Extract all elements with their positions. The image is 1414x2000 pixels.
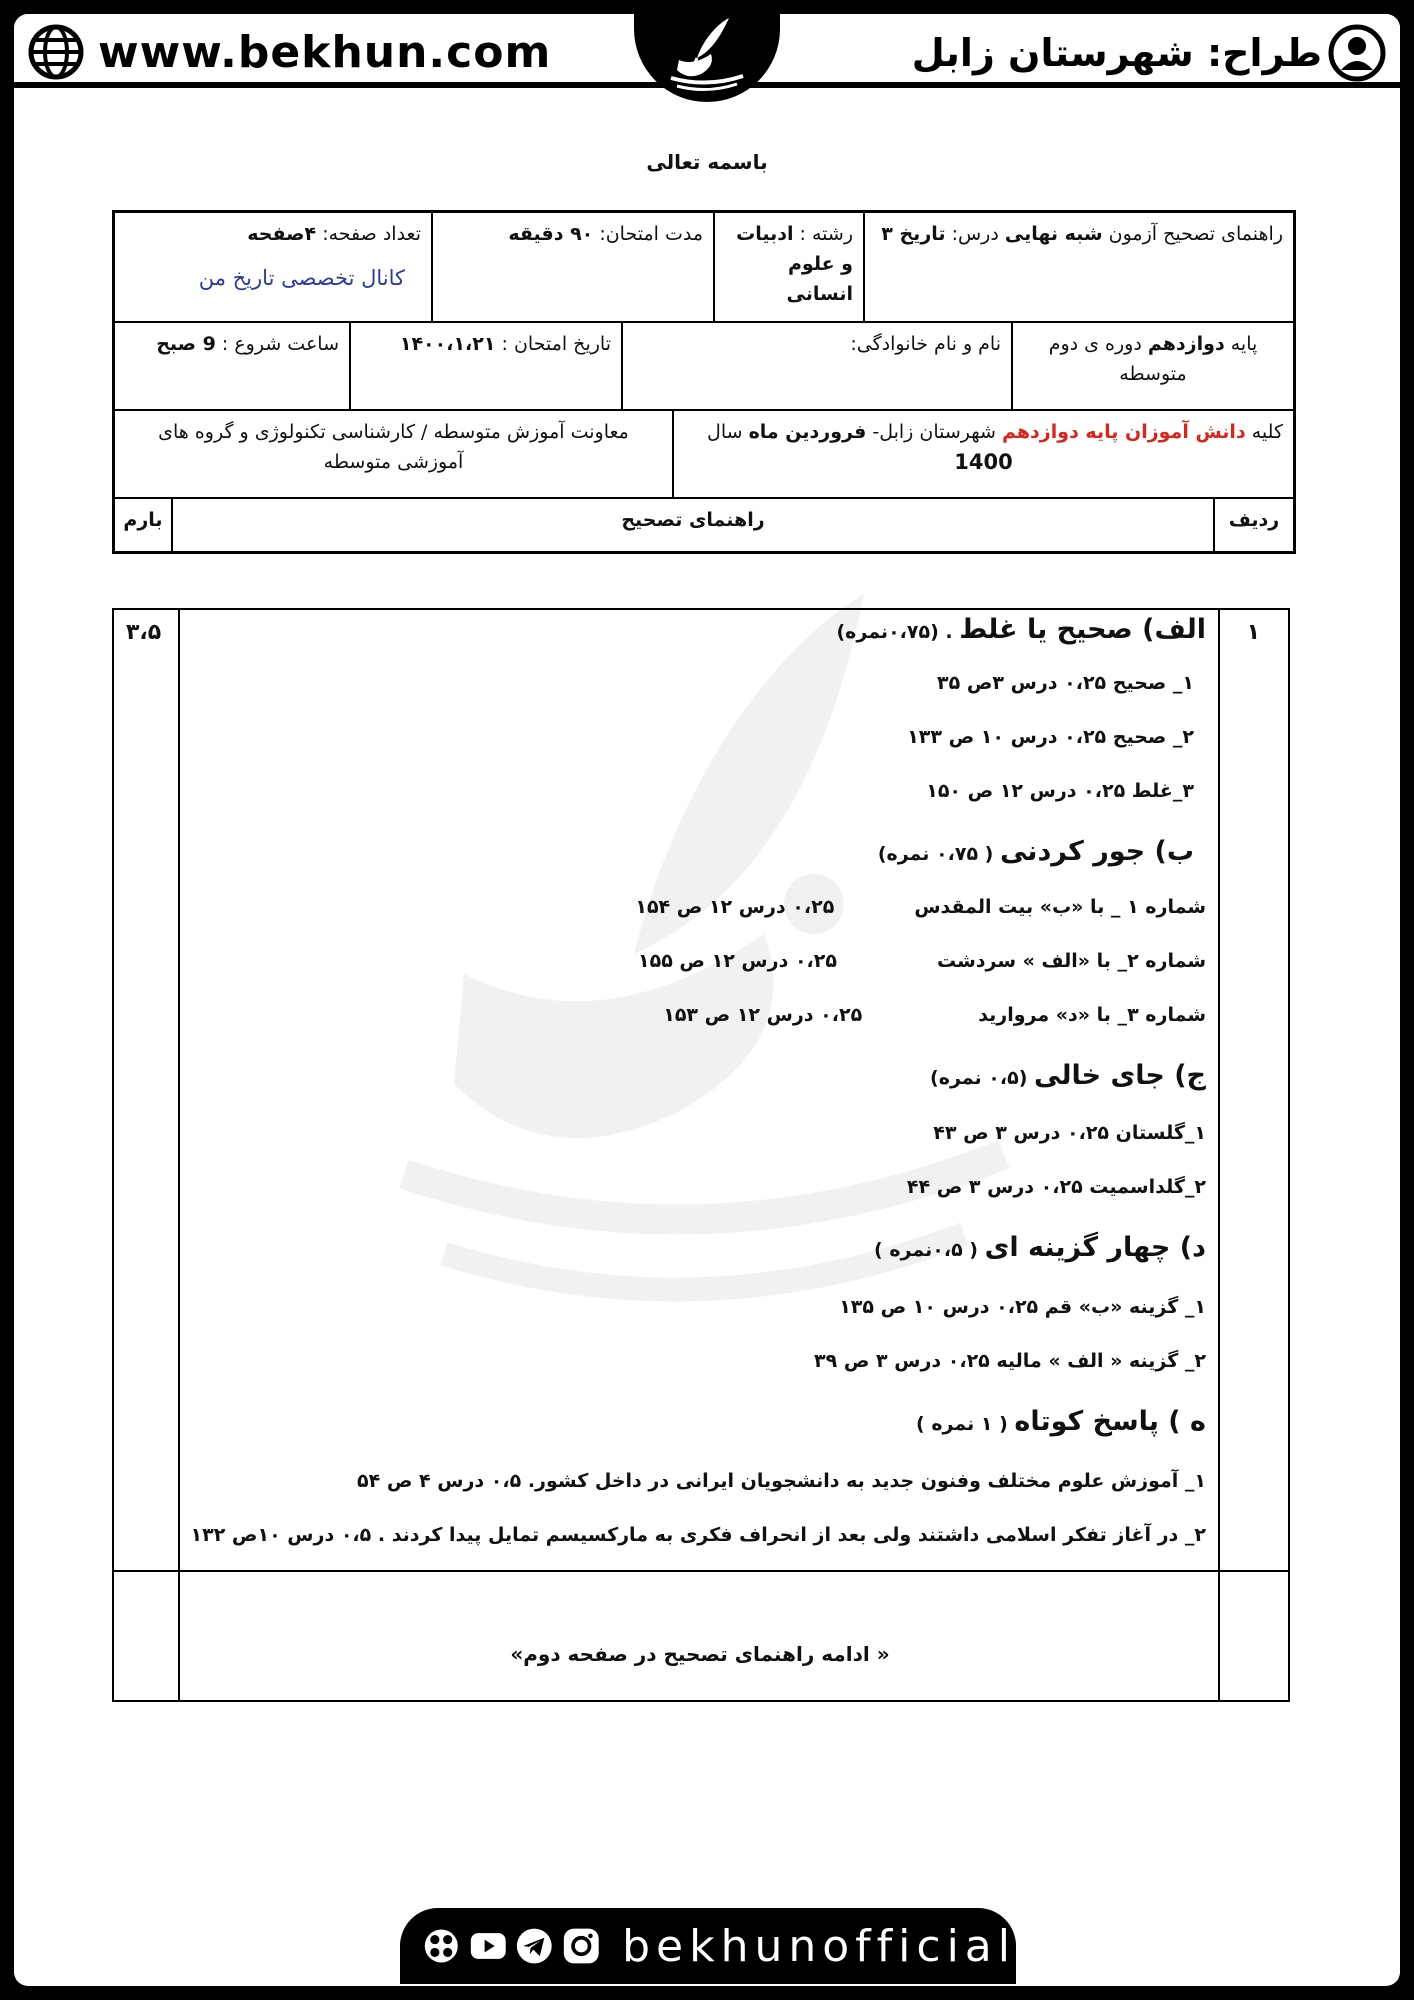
social-handle[interactable]: bekhunofficial xyxy=(622,1920,1016,1972)
radif-column xyxy=(1218,610,1288,1700)
section-a-score: . (۰،۷۵نمره) xyxy=(836,621,960,643)
answer-b3-text: شماره ۳_ با «د» مروارید xyxy=(978,1004,1206,1026)
audience-students: دانش آموزان پایه دوازدهم xyxy=(1001,421,1246,443)
date-label: تاریخ امتحان : xyxy=(495,333,611,355)
name-cell xyxy=(621,323,1011,409)
answer-b3-ref: ۰،۲۵ درس ۱۲ ص ۱۵۳ xyxy=(663,1004,863,1026)
grade-suffix: دوره ی دوم متوسطه xyxy=(1048,333,1187,385)
section-true-false xyxy=(836,614,1206,645)
youtube-icon[interactable] xyxy=(469,1925,508,1967)
instagram-icon[interactable] xyxy=(562,1925,601,1967)
section-fill-blank xyxy=(930,1060,1206,1091)
date-cell xyxy=(349,323,621,409)
site-link[interactable] xyxy=(28,24,551,80)
section-b-score: ( ۰،۷۵ نمره) xyxy=(877,843,1000,865)
duration-cell xyxy=(431,213,713,321)
question-number: ۱ xyxy=(1246,620,1260,645)
audience-cell xyxy=(672,411,1293,497)
audience-city: شهرستان زابل- xyxy=(866,421,1002,443)
telegram-icon[interactable] xyxy=(515,1925,554,1967)
answer-b1-text: شماره ۱ _ با «ب» بیت المقدس xyxy=(914,896,1206,918)
subject-label: درس: xyxy=(945,223,1005,245)
answer-a2: ۲_ صحیح ۰،۲۵ درس ۱۰ ص ۱۳۳ xyxy=(907,726,1194,748)
audience-year: 1400 xyxy=(954,450,1013,474)
header-row-1 xyxy=(115,213,1293,323)
header-row-2 xyxy=(115,323,1293,411)
grade-prefix: پایه xyxy=(1224,333,1258,355)
pages-cell xyxy=(115,213,431,321)
duration-label: مدت امتحان: xyxy=(593,223,703,245)
answer-e2: ۲_ در آغاز تفکر اسلامی داشتند ولی بعد از انحراف فکری به مارکسیسم تمایل پیدا کردند . ۰،۵ درس ۱۰ص ۱۳۲ xyxy=(190,1524,1206,1546)
pages-value: ۴صفحه xyxy=(247,223,317,245)
answer-b2-ref: ۰،۲۵ درس ۱۲ ص ۱۵۵ xyxy=(638,950,837,972)
deputy-cell xyxy=(115,411,672,497)
guide-header: راهنمای تصحیح xyxy=(171,499,1213,551)
grade-cell xyxy=(1011,323,1293,409)
section-matching xyxy=(878,836,1194,867)
section-c-title: ج) جای خالی xyxy=(1034,1060,1206,1091)
field-value-2: و علوم انسانی xyxy=(786,253,853,305)
field-cell xyxy=(713,213,863,321)
answer-b1 xyxy=(635,896,1206,918)
section-b-title: ب) جور کردنی xyxy=(999,836,1194,867)
exam-header-table xyxy=(112,210,1296,554)
start-cell xyxy=(115,323,349,409)
top-banner xyxy=(14,14,1400,88)
pages-label: تعداد صفحه: xyxy=(316,223,421,245)
section-short-answer xyxy=(916,1406,1206,1437)
row-divider xyxy=(114,1570,1288,1572)
deputy-text: معاونت آموزش متوسطه / کارشناسی تکنولوژی و گروه های آموزشی متوسطه xyxy=(158,421,629,473)
aparat-icon[interactable] xyxy=(422,1925,461,1967)
header-row-3 xyxy=(115,411,1293,499)
answer-d1: ۱_ گزینه «ب» قم ۰،۲۵ درس ۱۰ ص ۱۳۵ xyxy=(839,1296,1206,1318)
answer-key-page xyxy=(14,14,1400,1986)
section-a-title: الف) صحیح یا غلط xyxy=(959,614,1206,645)
designer-label xyxy=(912,24,1386,82)
globe-icon xyxy=(28,24,84,80)
name-label: نام و نام خانوادگی: xyxy=(850,333,1001,355)
answer-c1: ۱_گلستان ۰،۲۵ درس ۳ ص ۴۳ xyxy=(933,1122,1206,1144)
field-value: ادبیات xyxy=(736,223,794,245)
channel-link[interactable]: کانال تخصصی تاریخ من xyxy=(198,266,405,290)
answer-a3: ۳_غلط ۰،۲۵ درس ۱۲ ص ۱۵۰ xyxy=(926,780,1194,802)
start-label: ساعت شروع : xyxy=(215,333,339,355)
answer-b2 xyxy=(638,950,1206,972)
section-c-score: (۰،۵ نمره) xyxy=(930,1067,1034,1089)
site-url[interactable]: www.bekhun.com xyxy=(98,26,552,78)
subject-value: تاریخ ۳ xyxy=(881,223,946,245)
continue-note: « ادامه راهنمای تصحیح در صفحه دوم» xyxy=(510,1642,890,1666)
barem-column xyxy=(114,610,180,1700)
audience-prefix: کلیه xyxy=(1245,421,1283,443)
section-multiple-choice xyxy=(874,1232,1206,1263)
answer-table xyxy=(112,608,1290,1702)
answer-a1: ۱_ صحیح ۰،۲۵ درس ۳ص ۳۵ xyxy=(937,672,1194,694)
page-title: باسمه تعالی xyxy=(646,150,768,174)
grade-value: دوازدهم xyxy=(1147,333,1225,355)
header-row-4 xyxy=(115,499,1293,551)
answer-c2: ۲_گلداسمیت ۰،۲۵ درس ۳ ص ۴۴ xyxy=(906,1176,1206,1198)
field-label: رشته : xyxy=(793,223,853,245)
duration-value: ۹۰ دقیقه xyxy=(508,223,594,245)
quill-logo-icon xyxy=(657,14,757,98)
answer-b2-text: شماره ۲_ با «الف » سردشت xyxy=(936,950,1206,972)
person-icon xyxy=(1328,24,1386,82)
answer-d2: ۲_ گزینه « الف » مالیه ۰،۲۵ درس ۳ ص ۳۹ xyxy=(814,1350,1206,1372)
radif-header: ردیف xyxy=(1213,499,1293,551)
designer-text: طراح: شهرستان زابل xyxy=(911,31,1322,75)
exam-type: شبه نهایی xyxy=(1004,223,1103,245)
guide-prefix: راهنمای تصحیح آزمون xyxy=(1102,223,1283,245)
social-footer xyxy=(400,1908,1016,1984)
audience-month: فروردین ماه xyxy=(748,421,867,443)
section-d-title: د) چهار گزینه ای xyxy=(984,1232,1206,1263)
audience-year-label: سال xyxy=(707,421,749,443)
section-d-score: ( ۰،۵نمره ) xyxy=(874,1239,985,1261)
section-e-score: ( ۱ نمره ) xyxy=(916,1413,1015,1435)
question-score: ۳،۵ xyxy=(126,620,162,645)
answer-b3 xyxy=(663,1004,1206,1026)
barem-header: بارم xyxy=(123,509,163,531)
date-value: ۱۴۰۰،۱،۲۱ xyxy=(399,333,496,355)
start-value: 9 صبح xyxy=(156,333,216,355)
answer-b1-ref: ۰،۲۵ درس ۱۲ ص ۱۵۴ xyxy=(635,896,835,918)
answer-e1: ۱_ آموزش علوم مختلف وفنون جدید به دانشجویان ایرانی در داخل کشور. ۰،۵ درس ۴ ص ۵۴ xyxy=(357,1470,1206,1492)
exam-guide-cell xyxy=(863,213,1293,321)
section-e-title: ه ) پاسخ کوتاه xyxy=(1014,1406,1206,1437)
brand-logo xyxy=(634,14,780,102)
